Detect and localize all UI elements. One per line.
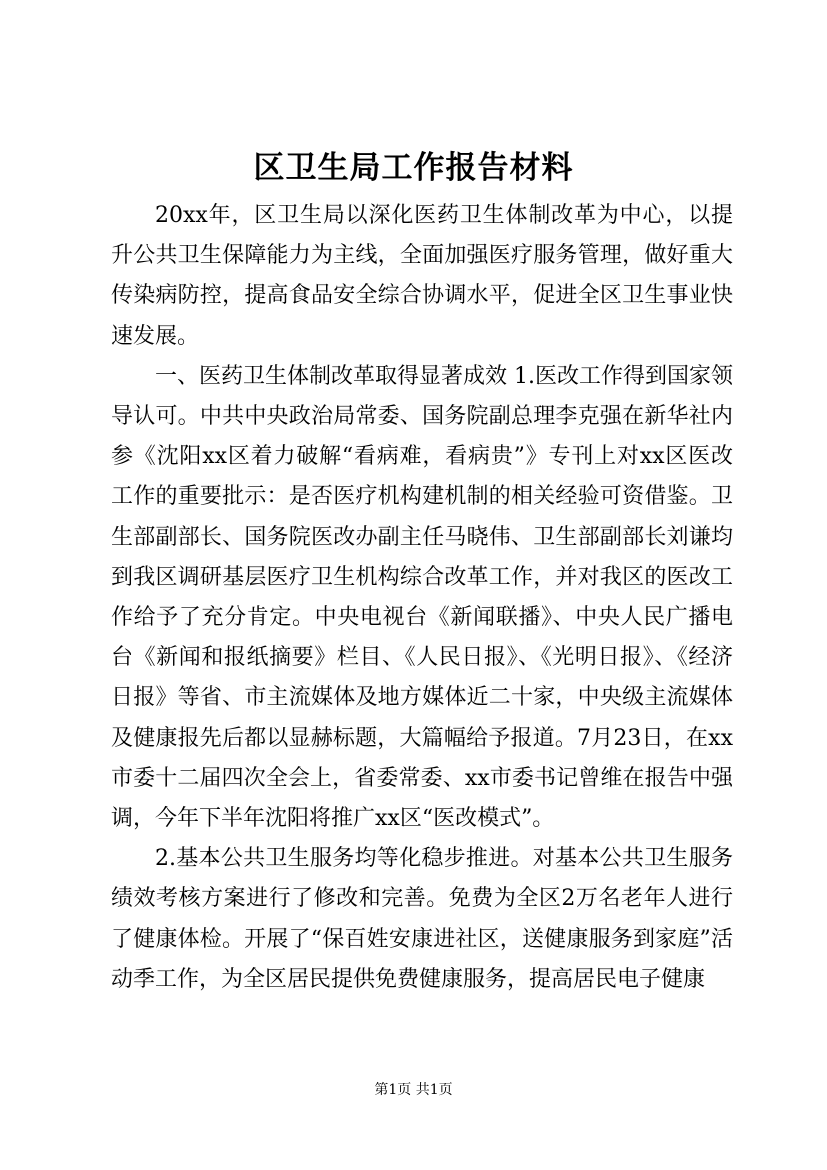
paragraph-section-one: 一、医药卫生体制改革取得显著成效 1.医改工作得到国家领导认可。中共中央政治局常委、国务院副总理李克强在新华社内参《沈阳xx区着力破解“看病难，看病贵”》专刊上对xx区医改工作的重要批示：是否医疗机构建机制的相关经验可资借鉴。卫生部副部长、国务院医改办副主任马晓伟、卫生部副部长刘谦均到我区调研基层医疗卫生机构综合改革工作，并对我区的医改工作给予了充分肯定。中央电视台《新闻联播》、中央人民广播电台《新闻和报纸摘要》栏目、《人民日报》、《光明日报》、《经济日报》等省、市主流媒体及地方媒体近二十家，中央级主流媒体及健康报先后都以显赫标题，大篇幅给予报道。7月23日，在xx市委十二届四次全会上，省委常委、xx市委书记曾维在报告中强调，今年下半年沈阳将推广xx区“医改模式”。 xyxy=(111,363,733,832)
document-body xyxy=(111,196,733,1000)
document-title: 区卫生局工作报告材料 xyxy=(253,150,574,186)
paragraph-intro: 20xx年，区卫生局以深化医药卫生体制改革为中心，以提升公共卫生保障能力为主线，全面加强医疗服务管理，做好重大传染病防控，提高食品安全综合协调水平，促进全区卫生事业快速发展。 xyxy=(111,203,733,349)
paragraph-item-two: 2.基本公共卫生服务均等化稳步推进。对基本公共卫生服务绩效考核方案进行了修改和完善。免费为全区2万名老年人进行了健康体检。开展了“保百姓安康进社区，送健康服务到家庭”活动季工作，为全区居民提供免费健康服务，提高居民电子健康 xyxy=(111,846,733,992)
page-footer: 第1页 共1页 xyxy=(374,1082,453,1098)
